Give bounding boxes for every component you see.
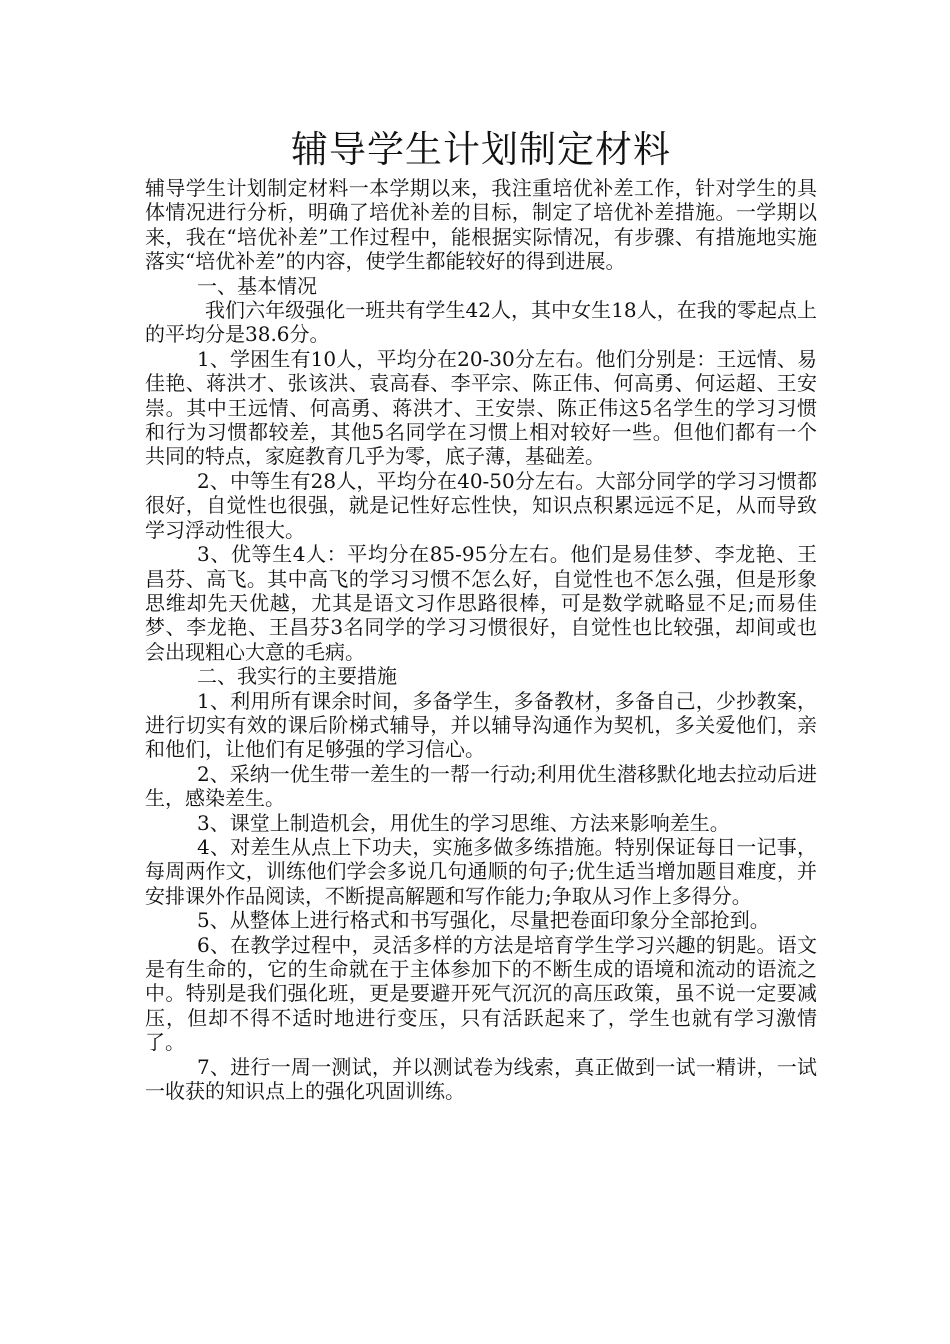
document-title: 辅导学生计划制定材料 [291,128,671,171]
measure-item-3: 3、课堂上制造机会，用优生的学习思维、方法来影响差生。 [197,810,730,835]
paragraph-class-overview: 我们六年级强化一班共有学生42人，其中女生18人，在我的零起点上的平均分是38.6分。 [145,298,817,347]
paragraph-top-students: 3、优等生4人：平均分在85-95分左右。他们是易佳梦、李龙艳、王昌芬、高飞。其中高飞的学习习惯不怎么好，自觉性也不怎么强，但是形象思维却先天优越，尤其是语文习作思路很棒，可是数学就略显不足;而易佳梦、李龙艳、王昌芬3名同学的学习习惯很好，自觉性也比较强，却间或也会出现粗心大意的毛病。 [145,542,817,664]
measure-item-7: 7、进行一周一测试，并以测试卷为线索，真正做到一试一精讲，一试一收获的知识点上的强化巩固训练。 [145,1054,817,1104]
paragraph-struggling-students: 1、学困生有10人，平均分在20-30分左右。他们分别是：王远情、易佳艳、蒋洪才、张该洪、袁高春、李平宗、陈正伟、何高勇、何运超、王安崇。其中王远情、何高勇、蒋洪才、王安崇、陈正伟这5名学生的学习习惯和行为习惯都较差，其他5名同学在习惯上相对较好一些。但他们都有一个共同的特点，家庭教育几乎为零，底子薄，基础差。 [145,346,817,469]
measure-item-5: 5、从整体上进行格式和书写强化，尽量把卷面印象分全部抢到。 [197,908,770,933]
document-body [145,176,817,1103]
measure-item-6: 6、在教学过程中，灵活多样的方法是培育学生学习兴趣的钥匙。语文是有生命的，它的生命就在于主体参加下的不断生成的语境和流动的语流之中。特别是我们强化班，更是要避开死气沉沉的高压政策，虽不说一定要减压，但却不得不适时地进行变压，只有活跃起来了，学生也就有学习激情了。 [145,932,817,1055]
measure-item-2: 2、采纳一优生带一差生的一帮一行动;利用优生潜移默化地去拉动后进生，感染差生。 [145,761,817,811]
section-heading-measures: 二、我实行的主要措施 [197,664,397,689]
document-page [145,128,817,1103]
measure-item-4: 4、对差生从点上下功夫，实施多做多练措施。特别保证每日一记事，每周两作文，训练他们学会多说几句通顺的句子;优生适当增加题目难度，并安排课外作品阅读，不断提高解题和写作能力;争取从习作上多得分。 [145,834,817,908]
intro-paragraph: 辅导学生计划制定材料一本学期以来，我注重培优补差工作，针对学生的具体情况进行分析，明确了培优补差的目标，制定了培优补差措施。一学期以来，我在“培优补差”工作过程中，能根据实际情况，有步骤、有措施地实施落实“培优补差”的内容，使学生都能较好的得到进展。 [145,176,817,274]
measure-item-1: 1、利用所有课余时间，多备学生，多备教材，多备自己，少抄教案，进行切实有效的课后阶梯式辅导，并以辅导沟通作为契机，多关爱他们，亲和他们，让他们有足够强的学习信心。 [145,688,817,762]
section-heading-basic: 一、基本情况 [197,273,317,298]
paragraph-average-students: 2、中等生有28人，平均分在40-50分左右。大部分同学的学习习惯都很好，自觉性也很强，就是记性好忘性快，知识点积累远远不足，从而导致学习浮动性很大。 [145,468,817,542]
